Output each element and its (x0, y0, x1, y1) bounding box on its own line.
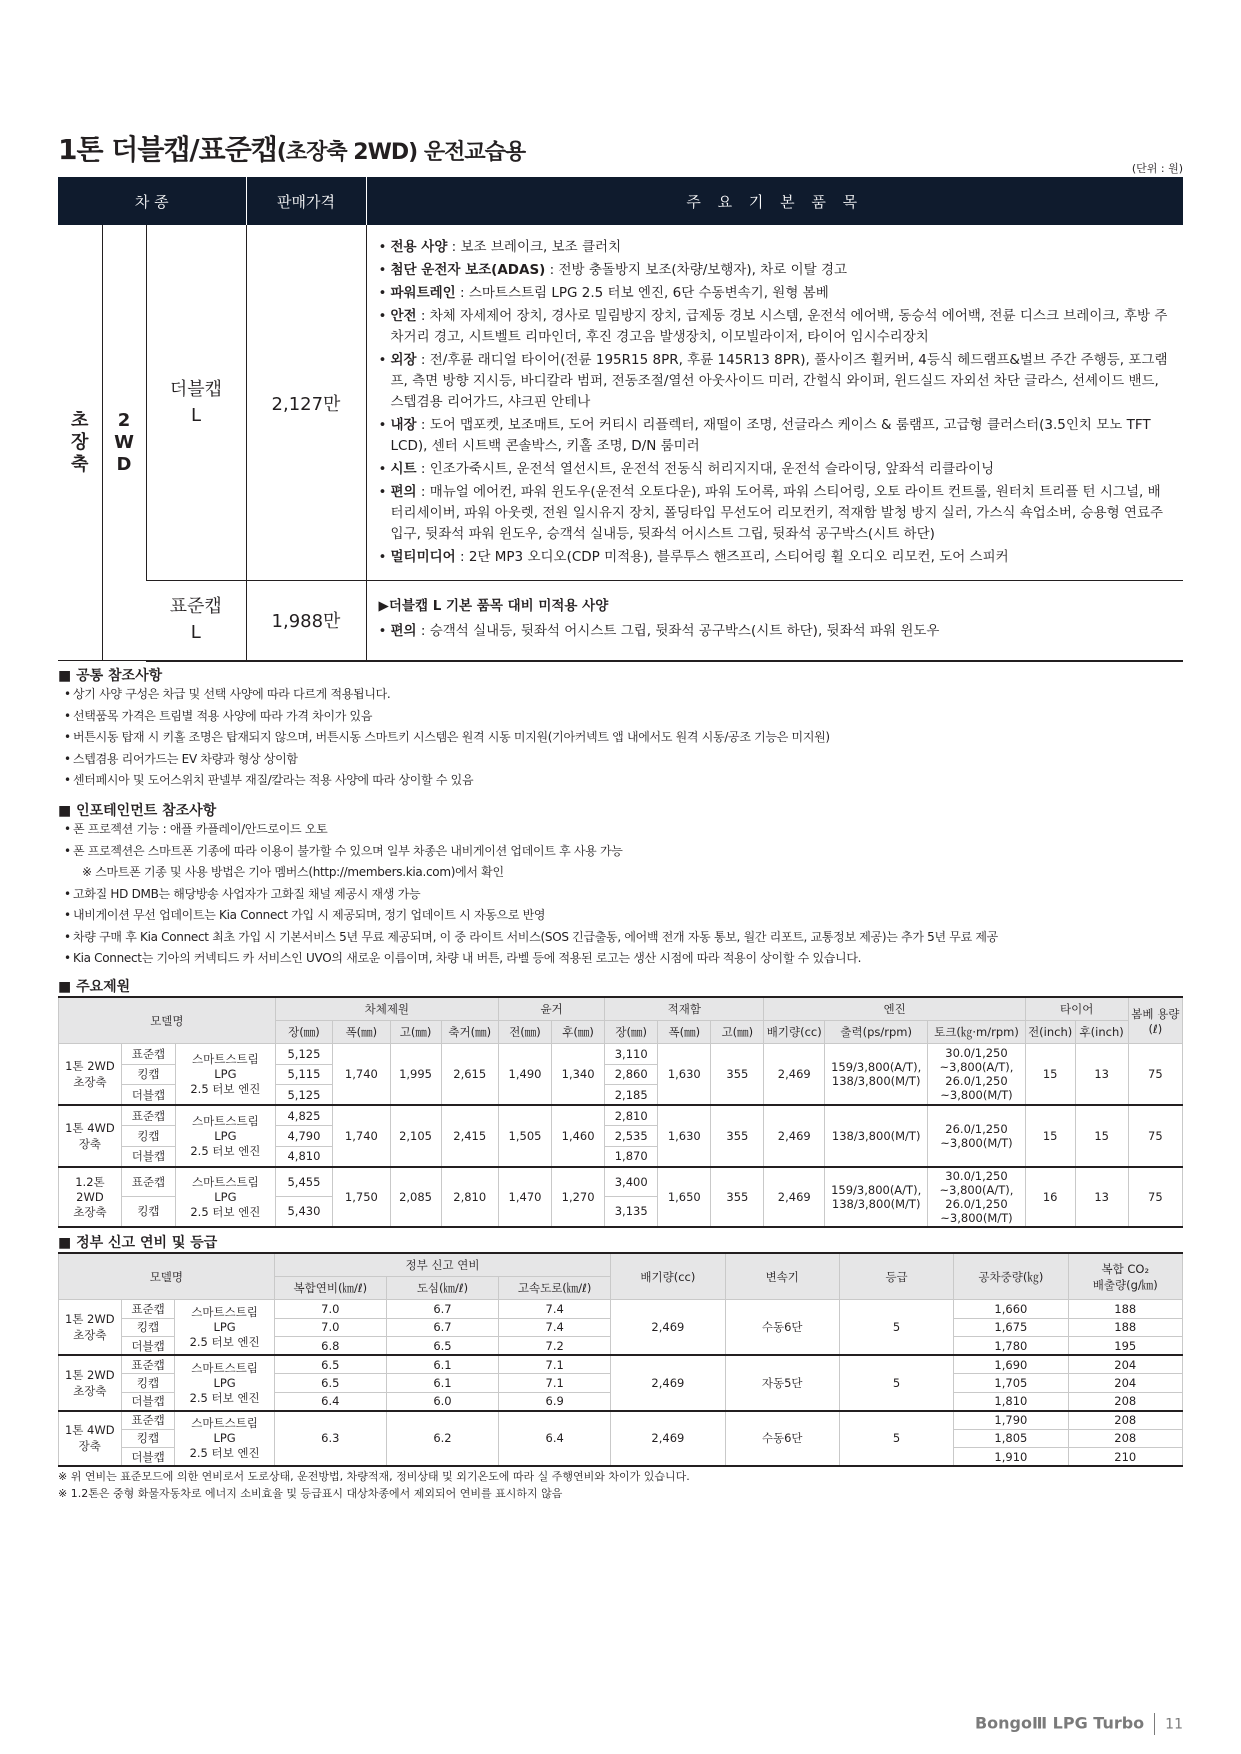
spec-cw: 1,650 (658, 1167, 711, 1227)
fuel-co2: 210 (1068, 1448, 1182, 1467)
item-text: : 스마트스트림 LPG 2.5 터보 엔진, 6단 수동변속기, 원형 봄베 (455, 285, 829, 301)
spec-tr: 1,340 (552, 1044, 605, 1106)
fuel-weight: 1,790 (954, 1411, 1068, 1430)
spec-torque: 30.0/1,250 ~3,800(A/T), 26.0/1,250 ~3,800(M/T) (928, 1167, 1026, 1227)
spec-engine-name: 스마트스트림 LPG 2.5 터보 엔진 (176, 1167, 276, 1227)
spec-width: 1,740 (333, 1105, 390, 1167)
item-line (379, 237, 1172, 258)
fuel-subheader: 복합연비(㎞/ℓ) (274, 1277, 386, 1300)
spec-tfi: 16 (1025, 1167, 1075, 1227)
spec-subheader: 배기량(cc) (764, 1021, 825, 1044)
fuel-trans: 자동5단 (725, 1355, 839, 1411)
spec-subheader: 고(㎜) (390, 1021, 441, 1044)
spec-h-engine: 엔진 (764, 997, 1025, 1021)
item-label: 파워트레인 (390, 285, 456, 301)
fuel-city: 6.5 (386, 1337, 498, 1356)
spec-cab: 더블캡 (121, 1085, 175, 1106)
fuel-grade: 5 (839, 1300, 953, 1356)
fuel-group-name: 1톤 4WD 장축 (59, 1411, 122, 1467)
spec-bombe: 75 (1128, 1167, 1182, 1227)
note-item: • Kia Connect는 기아의 커넥티드 카 서비스인 UVO의 새로운 이름이며, 차량 내 버튼, 라벨 등에 적용된 로고는 생산 시점에 따라 적용이 상이할 수 있습니다. (64, 948, 998, 970)
fuel-title: ■ 정부 신고 연비 및 등급 (58, 1232, 217, 1252)
fuel-grade: 5 (839, 1355, 953, 1411)
spec-subheader: 후(㎜) (552, 1021, 605, 1044)
spec-wb: 2,415 (441, 1105, 498, 1167)
brand-footer (975, 1713, 1183, 1735)
drive-label: 2 W D (102, 225, 146, 661)
fuel-row (59, 1355, 1183, 1374)
fuel-co2: 204 (1068, 1355, 1182, 1374)
spec-cargo-length: 3,135 (605, 1197, 658, 1227)
fuel-city: 6.7 (386, 1300, 498, 1319)
note-item: • 폰 프로젝션은 스마트폰 기종에 따라 이용이 불가할 수 있으며 일부 차종은 내비게이션 업데이트 후 사용 가능 (64, 841, 998, 863)
fuel-subheader: 도심(㎞/ℓ) (386, 1277, 498, 1300)
spec-tfi: 15 (1025, 1105, 1075, 1167)
spec-length: 5,115 (275, 1064, 332, 1085)
spec-subheader: 축거(㎜) (441, 1021, 498, 1044)
info-notes (64, 819, 998, 970)
item-label: 멀티미디어 (390, 549, 456, 565)
spec-tri: 13 (1075, 1044, 1128, 1106)
fuel-cc: 2,469 (611, 1355, 725, 1411)
fuel-group-name: 1톤 2WD 초장축 (59, 1300, 122, 1356)
spec-cw: 1,630 (658, 1105, 711, 1167)
spec-tri: 15 (1075, 1105, 1128, 1167)
common-notes (64, 684, 830, 792)
fuel-city: 6.2 (386, 1411, 498, 1467)
item-line (379, 621, 1172, 642)
fuel-h-cc: 배기량(cc) (611, 1253, 725, 1300)
item-label: 안전 (390, 308, 417, 324)
fuel-weight: 1,910 (954, 1448, 1068, 1467)
fuel-weight: 1,690 (954, 1355, 1068, 1374)
fuel-city: 6.0 (386, 1392, 498, 1411)
fuel-cab: 표준캡 (121, 1411, 175, 1430)
fuel-weight: 1,675 (954, 1318, 1068, 1337)
note-item: • 스텝겸용 리어가드는 EV 차량과 형상 상이함 (64, 749, 830, 771)
spec-subheader: 장(㎜) (605, 1021, 658, 1044)
spec-group-name: 1톤 4WD 장축 (59, 1105, 122, 1167)
fuel-weight: 1,805 (954, 1429, 1068, 1448)
fuel-engine-name: 스마트스트림 LPG 2.5 터보 엔진 (175, 1411, 274, 1467)
footnote-1: ※ 위 연비는 표준모드에 의한 연비로서 도로상태, 운전방법, 차량적재, 정비상태 및 외기온도에 따라 실 주행연비와 차이가 있습니다. (58, 1470, 690, 1483)
spec-width: 1,740 (333, 1044, 390, 1106)
fuel-cc: 2,469 (611, 1300, 725, 1356)
brand-name: BongoⅢ LPG Turbo (974, 1713, 1145, 1733)
spec-group-name: 1톤 2WD 초장축 (59, 1044, 122, 1106)
spec-ch: 355 (711, 1167, 764, 1227)
model-items (366, 225, 1183, 581)
spec-tri: 13 (1075, 1167, 1128, 1227)
page-number: 11 (1165, 1716, 1183, 1733)
model-items (366, 581, 1183, 661)
spec-subheader: 폭(㎜) (658, 1021, 711, 1044)
spec-cargo-length: 3,400 (605, 1167, 658, 1197)
spec-length: 5,125 (275, 1044, 332, 1065)
note-item: • 선택품목 가격은 트림별 적용 사양에 따라 가격 차이가 있음 (64, 706, 830, 728)
spec-ch: 355 (711, 1105, 764, 1167)
spec-wb: 2,810 (441, 1167, 498, 1227)
item-text: : 2단 MP3 오디오(CDP 미적용), 블루투스 핸즈프리, 스티어링 휠 오디오 리모컨, 도어 스피커 (455, 549, 1009, 565)
spec-subheader: 토크(㎏·m/rpm) (928, 1021, 1026, 1044)
fuel-highway: 7.4 (499, 1318, 611, 1337)
item-line (379, 283, 1172, 304)
item-line (379, 306, 1172, 348)
fuel-combined: 6.4 (274, 1392, 386, 1411)
fuel-engine-name: 스마트스트림 LPG 2.5 터보 엔진 (175, 1355, 274, 1411)
spec-tf: 1,470 (498, 1167, 551, 1227)
fuel-combined: 6.5 (274, 1355, 386, 1374)
fuel-city: 6.1 (386, 1374, 498, 1393)
fuel-highway: 6.4 (499, 1411, 611, 1467)
spec-subheader: 고(㎜) (711, 1021, 764, 1044)
fuel-h-model: 모델명 (59, 1253, 275, 1300)
item-text: : 전/후륜 래디얼 타이어(전륜 195R15 8PR, 후륜 145R13 8PR), 풀사이즈 휠커버, 4등식 헤드램프&벌브 주간 주행등, 포그램프, 측면 방향 지시등, 바디칼라 범퍼, 전동조절/열선 아웃사이드 미러, 간헐식 와이퍼, 윈드실드 자외선 차단 글라스, 선셰이드 밴드, 스텝겸용 리어가드, 샤크핀 안테나 (390, 352, 1168, 410)
fuel-h-co2: 복합 CO₂ 배출량(g/㎞) (1068, 1253, 1182, 1300)
spec-cc: 2,469 (764, 1105, 825, 1167)
note-item: • 폰 프로젝션 기능 : 애플 카플레이/안드로이드 오토 (64, 819, 998, 841)
fuel-combined: 6.8 (274, 1337, 386, 1356)
fuel-h-grade: 등급 (839, 1253, 953, 1300)
spec-torque: 26.0/1,250 ~3,800(M/T) (928, 1105, 1026, 1167)
spec-wb: 2,615 (441, 1044, 498, 1106)
item-line (379, 547, 1172, 568)
item-label: 외장 (390, 352, 417, 368)
spec-h-bombe: 봄베 용량 (ℓ) (1128, 997, 1182, 1044)
spec-cargo-length: 3,110 (605, 1044, 658, 1065)
item-text: : 승객석 실내등, 뒷좌석 어시스트 그립, 뒷좌석 공구박스(시트 하단), 뒷좌석 파워 윈도우 (416, 623, 940, 640)
spec-height: 2,105 (390, 1105, 441, 1167)
spec-length: 5,125 (275, 1085, 332, 1106)
spec-subheader: 전(㎜) (498, 1021, 551, 1044)
fuel-weight: 1,780 (954, 1337, 1068, 1356)
spec-tf: 1,490 (498, 1044, 551, 1106)
spec-tr: 1,460 (552, 1105, 605, 1167)
spec-group-name: 1.2톤 2WD 초장축 (59, 1167, 122, 1227)
fuel-h-gov: 정부 신고 연비 (274, 1253, 611, 1277)
spec-torque: 30.0/1,250 ~3,800(A/T), 26.0/1,250 ~3,800(M/T) (928, 1044, 1026, 1106)
fuel-h-weight: 공차중량(㎏) (954, 1253, 1068, 1300)
spec-cargo-length: 2,860 (605, 1064, 658, 1085)
fuel-h-trans: 변속기 (725, 1253, 839, 1300)
items-head: ▶더블캡 L 기본 품목 대비 미적용 사양 (378, 598, 609, 615)
spec-bombe: 75 (1128, 1105, 1182, 1167)
spec-power: 159/3,800(A/T), 138/3,800(M/T) (825, 1167, 928, 1227)
spec-power: 159/3,800(A/T), 138/3,800(M/T) (825, 1044, 928, 1106)
item-label: 편의 (390, 623, 417, 640)
note-item: ※ 스마트폰 기종 및 사용 방법은 기아 멤버스(http://members.kia.com)에서 확인 (82, 865, 504, 879)
fuel-highway: 6.9 (499, 1392, 611, 1411)
spec-tfi: 15 (1025, 1044, 1075, 1106)
fuel-row (59, 1300, 1183, 1319)
spec-subheader: 장(㎜) (275, 1021, 332, 1044)
note-item: • 고화질 HD DMB는 해당방송 사업자가 고화질 채널 제공시 재생 가능 (64, 884, 998, 906)
item-label: 편의 (390, 484, 417, 500)
unit-label: (단위 : 원) (1131, 162, 1183, 175)
note-item: • 차량 구매 후 Kia Connect 최초 가입 시 기본서비스 5년 무료 제공되며, 이 중 라이트 서비스(SOS 긴급출동, 에어백 전개 자동 통보, 월간 리포트, 교통정보 제공)는 추가 5년 무료 제공 (64, 927, 998, 949)
fuel-city: 6.7 (386, 1318, 498, 1337)
spec-row (59, 1105, 1183, 1126)
fuel-highway: 7.4 (499, 1300, 611, 1319)
fuel-cab: 표준캡 (121, 1300, 175, 1319)
common-notes-title: ■ 공통 참조사항 (58, 665, 162, 685)
fuel-highway: 7.1 (499, 1374, 611, 1393)
fuel-cab: 더블캡 (121, 1448, 175, 1467)
spec-cc: 2,469 (764, 1167, 825, 1227)
fuel-combined: 6.3 (274, 1411, 386, 1467)
spec-height: 2,085 (390, 1167, 441, 1227)
spec-cab: 표준캡 (121, 1044, 175, 1065)
fuel-weight: 1,705 (954, 1374, 1068, 1393)
fuel-trans: 수동6단 (725, 1411, 839, 1467)
spec-h-wheel: 윤거 (498, 997, 604, 1021)
item-label: 첨단 운전자 보조(ADAS) (390, 262, 546, 278)
fuel-cab: 킹캡 (121, 1318, 175, 1337)
spec-h-cargo: 적재함 (605, 997, 764, 1021)
item-label: 시트 (390, 461, 417, 477)
fuel-highway: 7.2 (499, 1337, 611, 1356)
spec-engine-name: 스마트스트림 LPG 2.5 터보 엔진 (176, 1044, 276, 1106)
fuel-co2: 188 (1068, 1318, 1182, 1337)
spec-width: 1,750 (333, 1167, 390, 1227)
header-price: 판매가격 (246, 177, 366, 225)
spec-cab: 표준캡 (121, 1105, 175, 1126)
spec-cc: 2,469 (764, 1044, 825, 1106)
spec-cargo-length: 1,870 (605, 1146, 658, 1167)
spec-h-tire: 타이어 (1025, 997, 1128, 1021)
item-text: : 보조 브레이크, 보조 클러치 (447, 239, 622, 255)
footnotes (58, 1468, 690, 1502)
spec-subheader: 후(inch) (1075, 1021, 1128, 1044)
fuel-weight: 1,660 (954, 1300, 1068, 1319)
fuel-subheader: 고속도로(㎞/ℓ) (499, 1277, 611, 1300)
spec-bombe: 75 (1128, 1044, 1182, 1106)
fuel-highway: 7.1 (499, 1355, 611, 1374)
item-text: : 도어 맵포켓, 보조매트, 도어 커티시 리플렉터, 재떨이 조명, 선글라스 케이스 & 룸램프, 고급형 클러스터(3.5인치 모노 TFT LCD), 센터 시트백 콘솔박스, 키홀 조명, D/N 룸미러 (390, 417, 1151, 454)
fuel-co2: 208 (1068, 1392, 1182, 1411)
main-trim-table (58, 177, 1183, 662)
fuel-combined: 7.0 (274, 1318, 386, 1337)
fuel-co2: 188 (1068, 1300, 1182, 1319)
page-title: 1톤 더블캡/표준캡(초장축 2WD) 운전교습용 (58, 133, 526, 166)
spec-cab: 킹캡 (121, 1197, 175, 1227)
item-text: : 전방 충돌방지 보조(차량/보행자), 차로 이탈 경고 (545, 262, 848, 278)
fuel-group-name: 1톤 2WD 초장축 (59, 1355, 122, 1411)
model-name: 표준캡 L (146, 581, 246, 661)
fuel-combined: 6.5 (274, 1374, 386, 1393)
spec-cargo-length: 2,185 (605, 1085, 658, 1106)
item-text: : 인조가죽시트, 운전석 열선시트, 운전석 전동식 허리지지대, 운전석 슬라이딩, 앞좌석 리클라이닝 (416, 461, 995, 477)
spec-subheader: 출력(ps/rpm) (825, 1021, 928, 1044)
fuel-row (59, 1411, 1183, 1430)
axle-label: 초 장 축 (58, 225, 102, 661)
spec-cab: 표준캡 (121, 1167, 175, 1197)
spec-cargo-length: 2,535 (605, 1126, 658, 1147)
header-items: 주 요 기 본 품 목 (366, 177, 1183, 225)
spec-cw: 1,630 (658, 1044, 711, 1106)
model-price: 1,988만 (246, 581, 366, 661)
spec-power: 138/3,800(M/T) (825, 1105, 928, 1167)
item-line (379, 415, 1172, 457)
spec-h-body: 차체제원 (275, 997, 498, 1021)
note-item: • 센터페시아 및 도어스위치 판넬부 재질/칼라는 적용 사양에 따라 상이할 수 있음 (64, 770, 830, 792)
spec-engine-name: 스마트스트림 LPG 2.5 터보 엔진 (176, 1105, 276, 1167)
fuel-engine-name: 스마트스트림 LPG 2.5 터보 엔진 (175, 1300, 274, 1356)
spec-length: 5,430 (275, 1197, 332, 1227)
fuel-cab: 더블캡 (121, 1337, 175, 1356)
spec-length: 4,825 (275, 1105, 332, 1126)
fuel-combined: 7.0 (274, 1300, 386, 1319)
spec-h-model: 모델명 (59, 997, 276, 1044)
item-line (379, 459, 1172, 480)
item-label: 내장 (390, 417, 417, 433)
spec-table (58, 996, 1183, 1228)
spec-cab: 더블캡 (121, 1146, 175, 1167)
spec-length: 5,455 (275, 1167, 332, 1197)
item-line (379, 350, 1172, 413)
spec-cab: 킹캡 (121, 1126, 175, 1147)
fuel-weight: 1,810 (954, 1392, 1068, 1411)
fuel-co2: 208 (1068, 1411, 1182, 1430)
model-price: 2,127만 (246, 225, 366, 581)
fuel-city: 6.1 (386, 1355, 498, 1374)
fuel-grade: 5 (839, 1411, 953, 1467)
info-notes-title: ■ 인포테인먼트 참조사항 (58, 800, 216, 820)
spec-tr: 1,270 (552, 1167, 605, 1227)
fuel-co2: 204 (1068, 1374, 1182, 1393)
item-line (379, 482, 1172, 545)
spec-subheader: 전(inch) (1025, 1021, 1075, 1044)
note-item: • 내비게이션 무선 업데이트는 Kia Connect 가입 시 제공되며, 정기 업데이트 시 자동으로 반영 (64, 905, 998, 927)
spec-cab: 킹캡 (121, 1064, 175, 1085)
spec-length: 4,810 (275, 1146, 332, 1167)
fuel-cab: 킹캡 (121, 1374, 175, 1393)
note-item: • 버튼시동 탑재 시 키홀 조명은 탑재되지 않으며, 버튼시동 스마트키 시스템은 원격 시동 미지원(기아커넥트 앱 내에서도 원격 시동/공조 기능은 미지원) (64, 727, 830, 749)
fuel-trans: 수동6단 (725, 1300, 839, 1356)
item-text: : 차체 자세제어 장치, 경사로 밀림방지 장치, 급제동 경보 시스템, 운전석 에어백, 동승석 에어백, 전륜 디스크 브레이크, 후방 주차거리 경고, 시트벨트 리마인더, 후진 경고음 발생장치, 이모빌라이저, 타이어 임시수리장치 (390, 308, 1168, 345)
spec-title: ■ 주요제원 (58, 976, 130, 996)
item-label: 전용 사양 (390, 239, 448, 255)
fuel-cc: 2,469 (611, 1411, 725, 1467)
spec-length: 4,790 (275, 1126, 332, 1147)
spec-ch: 355 (711, 1044, 764, 1106)
spec-subheader: 폭(㎜) (333, 1021, 390, 1044)
fuel-co2: 208 (1068, 1429, 1182, 1448)
fuel-cab: 더블캡 (121, 1392, 175, 1411)
item-text: : 매뉴얼 에어컨, 파워 윈도우(운전석 오토다운), 파워 도어록, 파워 스티어링, 오토 라이트 컨트롤, 원터치 트리플 턴 시그널, 배터리세이버, 파워 아웃렛, 전원 일시유지 장치, 폴딩타입 무선도어 리모컨키, 적재함 발청 방지 실러, 가스식 쇽업소버, 승용형 연료주입구, 뒷좌석 파워 윈도우, 승객석 실내등, 뒷좌석 어시스트 그립, 뒷좌석 공구박스(시트 하단) (390, 484, 1164, 542)
note-item: • 상기 사양 구성은 차급 및 선택 사양에 따라 다르게 적용됩니다. (64, 684, 830, 706)
footnote-2: ※ 1.2톤은 중형 화물자동차로 에너지 소비효율 및 등급표시 대상차종에서 제외되어 연비를 표시하지 않음 (58, 1487, 563, 1500)
fuel-cab: 표준캡 (121, 1355, 175, 1374)
spec-tf: 1,505 (498, 1105, 551, 1167)
header-trim: 차 종 (58, 177, 246, 225)
item-line (379, 260, 1172, 281)
spec-height: 1,995 (390, 1044, 441, 1106)
spec-row (59, 1044, 1183, 1065)
fuel-cab: 킹캡 (121, 1429, 175, 1448)
spec-row (59, 1167, 1183, 1197)
spec-cargo-length: 2,810 (605, 1105, 658, 1126)
fuel-table (58, 1252, 1183, 1467)
fuel-co2: 195 (1068, 1337, 1182, 1356)
model-name: 더블캡 L (146, 225, 246, 581)
